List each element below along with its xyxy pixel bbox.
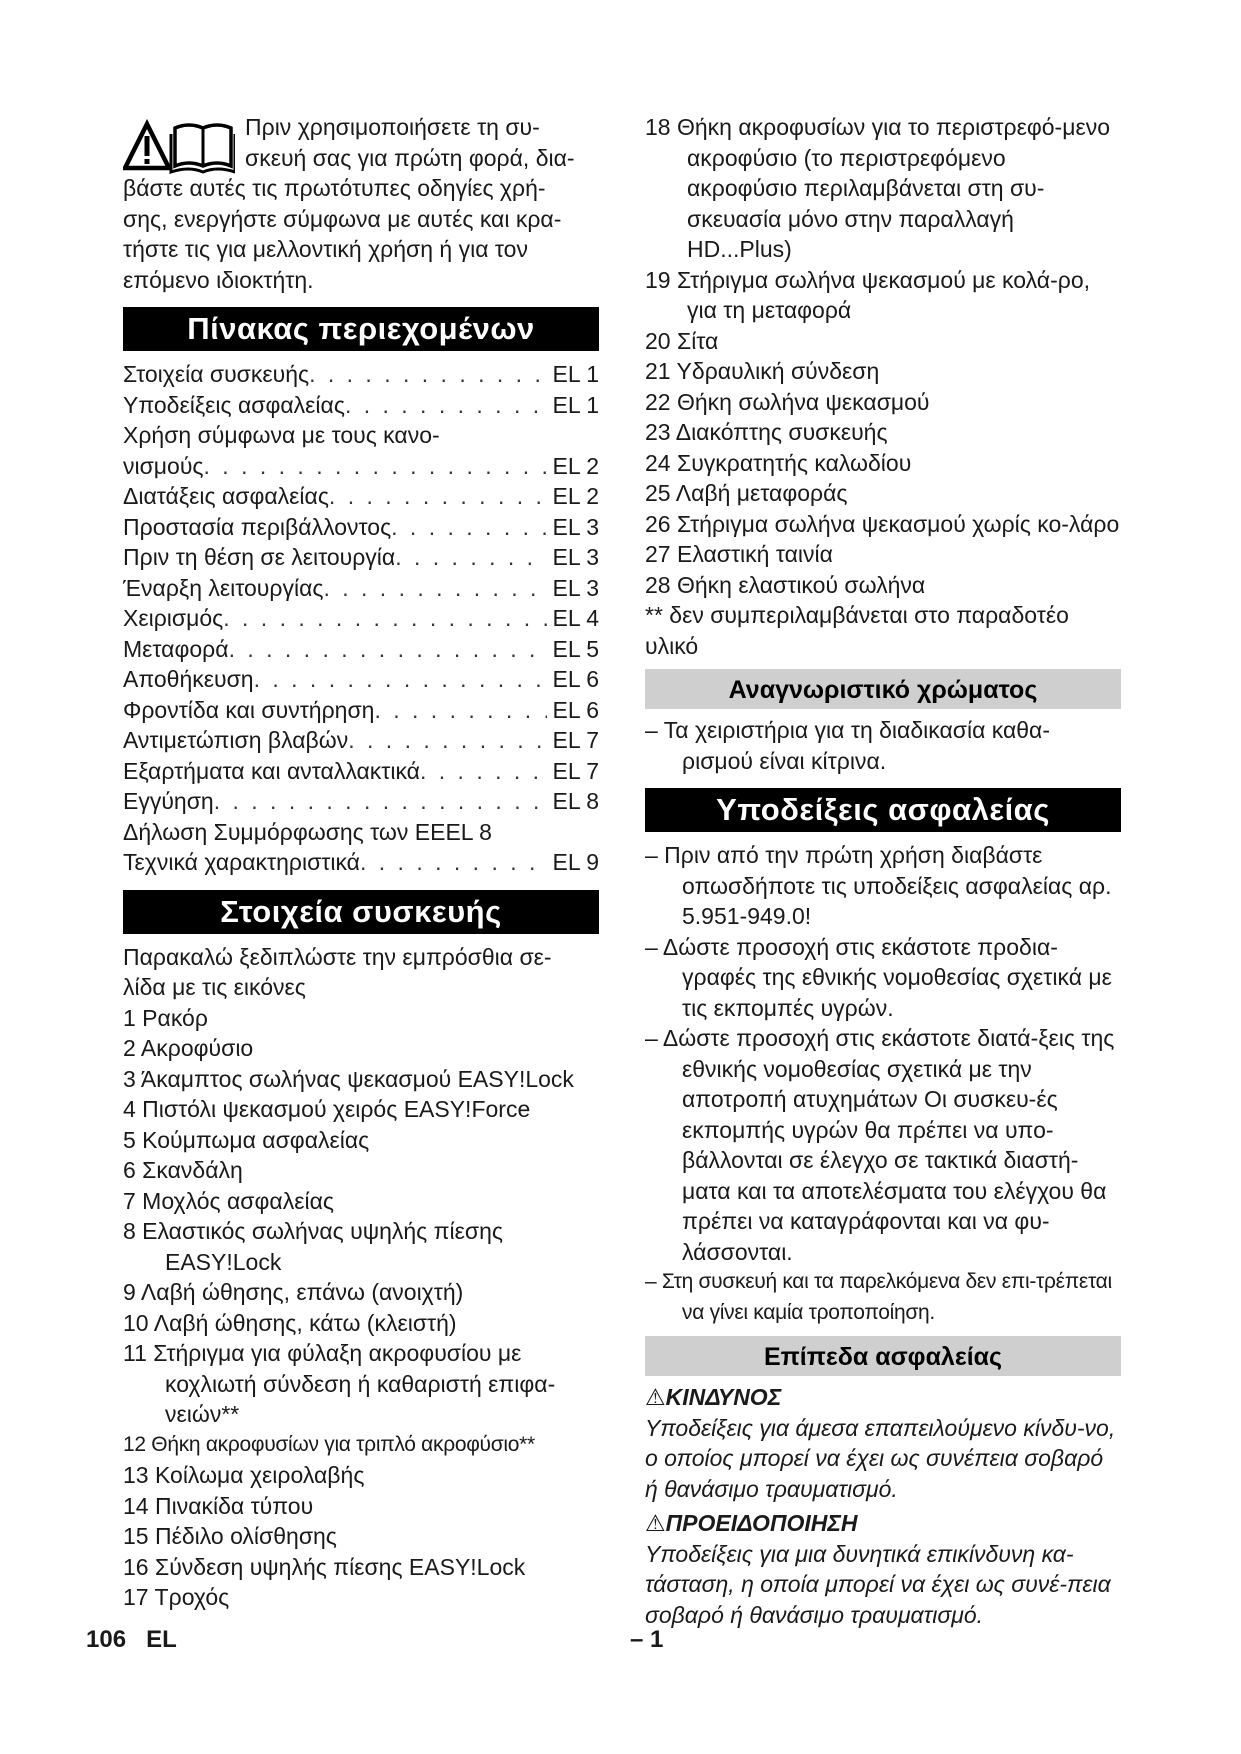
toc-entry[interactable]: Αντιμετώπιση βλαβών . . . EL 7 bbox=[123, 725, 599, 756]
list-item: 19 Στήριγμα σωλήνα ψεκασμού με κολά-ρο, για τη μεταφορά bbox=[645, 266, 1091, 323]
safety-item: – Στη συσκευή και τα παρελκόμενα δεν επι-τρέπεται να γίνει καμία τροποποίηση. bbox=[645, 1270, 1112, 1324]
intro-line: Πριν χρησιμοποιήσετε τη συ- bbox=[245, 114, 540, 140]
list-item: 11 Στήριγμα για φύλαξη ακροφυσίου με κοχλιωτή σύνδεση ή καθαριστή επιφα-νειών** bbox=[123, 1340, 556, 1427]
danger-text: Υποδείξεις για άμεσα επαπειλούμενο κίνδυ-νο, ο οποίος μπορεί να έχει ως συνέπεια σοβαρό ή θανάσιμο τραυματισμό. bbox=[645, 1414, 1116, 1502]
toc-entry[interactable]: Έναρξη λειτουργίας . . . EL 3 bbox=[123, 573, 599, 604]
toc-entry[interactable]: Υποδείξεις ασφαλείας . . . EL 1 bbox=[123, 390, 599, 421]
list-item: 20 Σίτα bbox=[645, 327, 719, 354]
list-item: 28 Θήκη ελαστικού σωλήνα bbox=[645, 571, 926, 598]
device-items-list bbox=[123, 1003, 599, 1613]
list-item: 2 Ακροφύσιο bbox=[123, 1035, 254, 1061]
section-page-number: – 1 bbox=[630, 1626, 664, 1653]
intro-line: σκευή σας για πρώτη φορά, δια- bbox=[245, 144, 575, 171]
safety-item: – Δώστε προσοχή στις εκάστοτε προδια-γραφές της εθνικής νομοθεσίας σχετικά με τις εκπομπές υγρών. bbox=[645, 933, 1112, 1021]
intro-paragraph bbox=[123, 112, 599, 295]
toc-entry[interactable]: Αποθήκευση . . . EL 6 bbox=[123, 664, 599, 695]
toc-entry[interactable]: Μεταφορά . . . EL 5 bbox=[123, 634, 599, 665]
list-item: 4 Πιστόλι ψεκασμού χειρός EASY!Force bbox=[123, 1096, 531, 1122]
manual-book-icon bbox=[171, 125, 235, 172]
intro-line: επόμενο ιδιοκτήτη. bbox=[123, 266, 314, 293]
danger-label: ⚠ΚΙΝΔΥΝΟΣ bbox=[645, 1384, 782, 1410]
list-item: 10 Λαβή ώθησης, κάτω (κλειστή) bbox=[123, 1309, 457, 1336]
toc-entry[interactable]: Διατάξεις ασφαλείας . . . EL 2 bbox=[123, 481, 599, 512]
toc-entry[interactable]: Προστασία περιβάλλοντος . . . EL 3 bbox=[123, 512, 599, 543]
list-item: 24 Συγκρατητής καλωδίου bbox=[645, 449, 912, 476]
levels-heading: Επίπεδα ασφαλείας bbox=[645, 1336, 1121, 1376]
list-item: 25 Λαβή μεταφοράς bbox=[645, 480, 848, 506]
list-item: 6 Σκανδάλη bbox=[123, 1157, 243, 1183]
list-item: 23 Διακόπτης συσκευής bbox=[645, 419, 888, 445]
footnote: ** δεν συμπεριλαμβάνεται στο παραδοτέο υλικό bbox=[645, 602, 1069, 659]
intro-line: τήστε τις για μελλοντική χρήση ή για τον bbox=[123, 236, 528, 262]
list-item: 16 Σύνδεση υψηλής πίεσης EASY!Lock bbox=[123, 1553, 526, 1580]
list-item: 3 Άκαμπτος σωλήνας ψεκασμού EASY!Lock bbox=[123, 1065, 574, 1092]
toc-entry[interactable]: Χρήση σύμφωνα με τους κανο- νισμούς . . . EL 2 bbox=[123, 420, 599, 481]
safety-item: – Πριν από την πρώτη χρήση διαβάστε οπωσδήποτε τις υποδείξεις ασφαλείας αρ. 5.951-949.0! bbox=[645, 842, 1112, 929]
left-column bbox=[123, 112, 599, 1613]
toc-entry[interactable]: Δήλωση Συμμόρφωσης των ΕΕ EL 8 bbox=[123, 818, 492, 845]
list-item: 7 Μοχλός ασφαλείας bbox=[123, 1187, 334, 1214]
warning-text: Υποδείξεις για μια δυνητικά επικίνδυνη κα-τάσταση, η οποία μπορεί να έχει ως συνέ-πεια σοβαρό ή θανάσιμο τραυματισμό. bbox=[645, 1540, 1111, 1628]
device-intro-line: Παρακαλώ ξεδιπλώστε την εμπρόσθια σε- bbox=[123, 943, 552, 970]
toc-entry[interactable]: Τεχνικά χαρακτηριστικά . . . EL 9 bbox=[123, 847, 599, 878]
intro-line: σης, ενεργήστε σύμφωνα με αυτές και κρα- bbox=[123, 205, 562, 232]
toc-entry[interactable]: Φροντίδα και συντήρηση . . . EL 6 bbox=[123, 695, 599, 726]
warning-triangle-icon: ⚠ bbox=[645, 1510, 666, 1536]
warning-triangle-icon: ⚠ bbox=[645, 1384, 666, 1410]
device-items-list-continued bbox=[645, 112, 1121, 661]
language-code: EL bbox=[146, 1626, 177, 1653]
toc-list bbox=[123, 359, 599, 878]
list-item: 27 Ελαστική ταινία bbox=[645, 541, 833, 567]
intro-line: βάστε αυτές τις πρωτότυπες οδηγίες χρή- bbox=[123, 175, 546, 201]
device-intro-line: λίδα με τις εικόνες bbox=[123, 974, 306, 1000]
safety-heading: Υποδείξεις ασφαλείας bbox=[645, 788, 1121, 832]
list-item: 13 Κοίλωμα χειρολαβής bbox=[123, 1462, 365, 1488]
right-column bbox=[645, 112, 1121, 1630]
safety-item: – Δώστε προσοχή στις εκάστοτε διατά-ξεις της εθνικής νομοθεσίας σχετικά με την αποτροπή ατυχημάτων Οι συσκευ-ές εκπομπής υγρών θα πρέπει να υπο-βάλλονται σε έλεγχο σε τακτικά διαστή-ματα και τα αποτελέσματα του ελέγχου θα πρέπει να καταγράφονται και να φυ-λάσσονται. bbox=[645, 1025, 1115, 1265]
toc-entry[interactable]: Εγγύηση . . . EL 8 bbox=[123, 786, 599, 817]
list-item: 26 Στήριγμα σωλήνα ψεκασμού χωρίς κο-λάρο bbox=[645, 510, 1120, 537]
toc-heading: Πίνακας περιεχομένων bbox=[123, 307, 599, 351]
list-item: 14 Πινακίδα τύπου bbox=[123, 1492, 314, 1519]
list-item: 5 Κούμπωμα ασφαλείας bbox=[123, 1126, 370, 1153]
list-item: 8 Ελαστικός σωλήνας υψηλής πίεσης EASY!Lock bbox=[123, 1218, 503, 1275]
toc-entry[interactable]: Εξαρτήματα και ανταλλακτικά . . . EL 7 bbox=[123, 756, 599, 787]
warning-manual-icons bbox=[123, 118, 235, 180]
page-footer-left bbox=[86, 1626, 177, 1654]
warning-label: ⚠ΠΡΟΕΙΔΟΠΟΙΗΣΗ bbox=[645, 1510, 858, 1536]
warning-triangle-icon bbox=[125, 124, 169, 168]
list-item: 9 Λαβή ώθησης, επάνω (ανοιχτή) bbox=[123, 1279, 464, 1305]
toc-entry[interactable]: Πριν τη θέση σε λειτουργία . . . EL 3 bbox=[123, 542, 599, 573]
page-number: 106 bbox=[86, 1626, 127, 1653]
list-item: 22 Θήκη σωλήνα ψεκασμού bbox=[645, 388, 930, 415]
list-item: 17 Τροχός bbox=[123, 1584, 230, 1610]
color-heading: Αναγνωριστικό χρώματος bbox=[645, 669, 1121, 709]
list-item: 21 Υδραυλική σύνδεση bbox=[645, 358, 880, 384]
list-item: 1 Ρακόρ bbox=[123, 1004, 208, 1031]
list-item: 12 Θήκη ακροφυσίων για τριπλό ακροφύσιο** bbox=[123, 1432, 535, 1456]
list-item: 15 Πέδιλο ολίσθησης bbox=[123, 1523, 337, 1549]
toc-entry[interactable]: Στοιχεία συσκευής . . . EL 1 bbox=[123, 359, 599, 390]
toc-entry[interactable]: Χειρισμός . . . EL 4 bbox=[123, 603, 599, 634]
color-item: – Τα χειριστήρια για τη διαδικασία καθα-ρισμού είναι κίτρινα. bbox=[645, 717, 1051, 774]
device-heading: Στοιχεία συσκευής bbox=[123, 890, 599, 934]
list-item: 18 Θήκη ακροφυσίων για το περιστρεφό-μενο ακροφύσιο (το περιστρεφόμενο ακροφύσιο περιλαμβάνεται στη συ-σκευασία μόνο στην παραλλαγή HD...Plus) bbox=[645, 114, 1110, 262]
